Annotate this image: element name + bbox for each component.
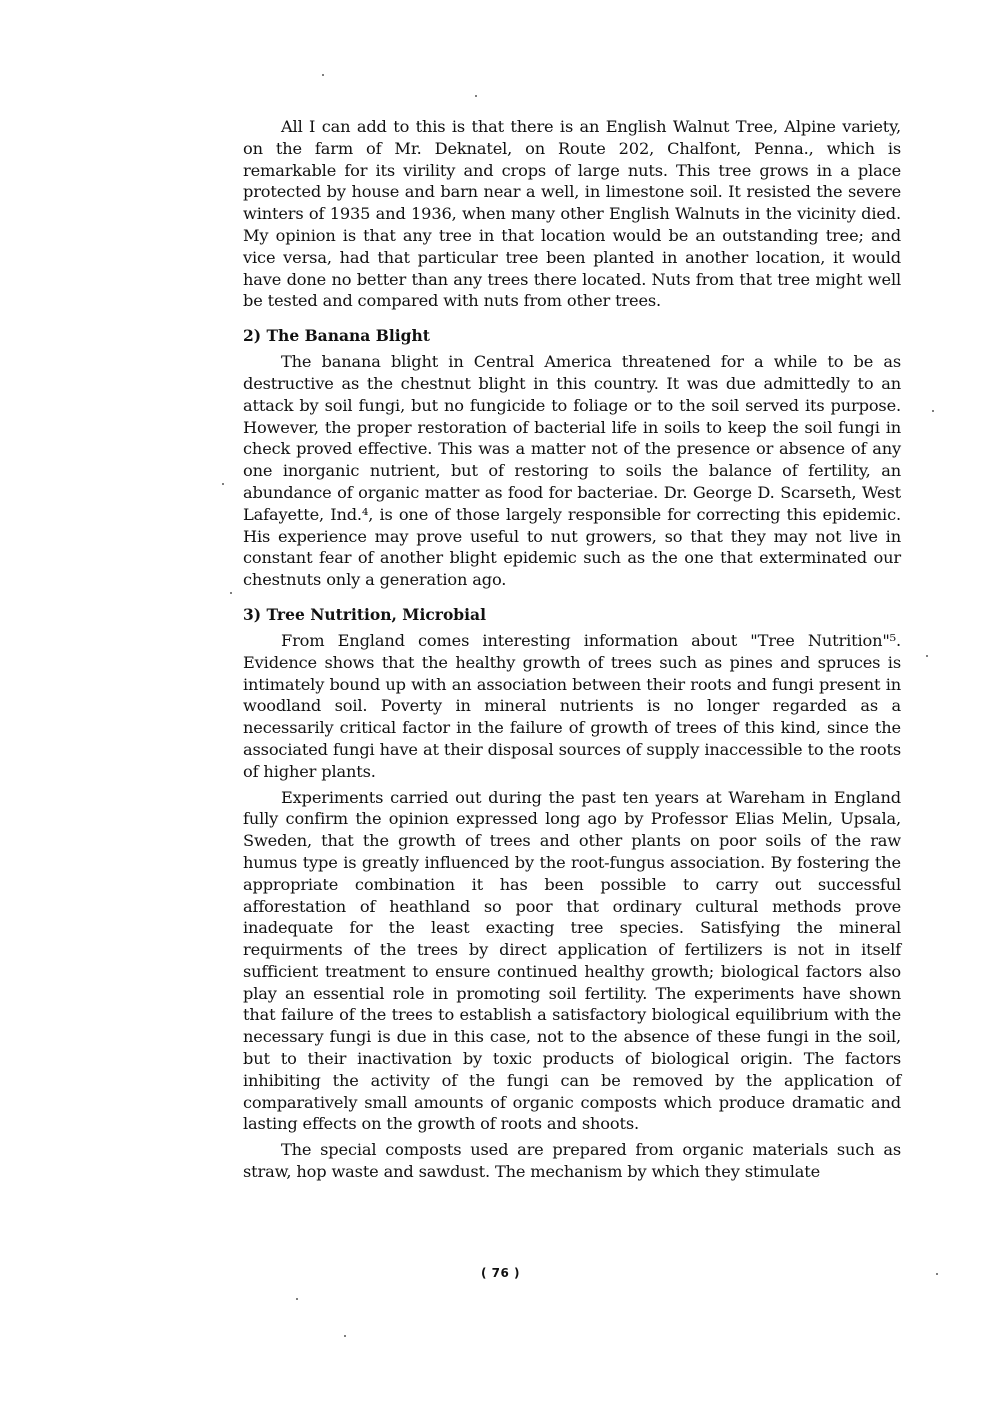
- scan-speck: [932, 410, 934, 412]
- scan-speck: [344, 1335, 346, 1337]
- scan-speck: [936, 1273, 938, 1275]
- scan-speck: [322, 74, 324, 76]
- scan-speck: [296, 1298, 298, 1300]
- intro-paragraph: All I can add to this is that there is an English Walnut Tree, Alpine variety, on the farm of Mr. Deknatel, on Route 202, Chalfont, Penna., which is remarkable for its virility and crops of large nuts. This tree grows in a place protected by house and barn near a well, in limestone soil. It resisted the severe winters of 1935 and 1936, when many other English Walnuts in the vicinity died. My opinion is that any tree in that location would be an outstanding tree; and vice versa, had that particular tree been planted in another location, it would have done no better than any trees there located. Nuts from that tree might well be tested and compared with nuts from other trees.: [243, 117, 901, 311]
- tree-nutrition-paragraph-1: From England comes interesting information about "Tree Nutrition"⁵. Evidence shows that the healthy growth of trees such as pines and spruces is intimately bound up with an association between their roots and fungi present in woodland soil. Poverty in mineral nutrients is no longer regarded as a necessarily critical factor in the failure of growth of trees of this kind, since the associated fungi have at their disposal sources of supply inaccessible to the roots of higher plants.: [243, 630, 901, 781]
- page-number: ( 76 ): [480, 1266, 521, 1280]
- scan-speck: [222, 483, 224, 485]
- scan-speck: [230, 592, 232, 594]
- scan-speck: [475, 95, 477, 97]
- document-page: [243, 116, 901, 1183]
- section-heading-tree-nutrition: 3) Tree Nutrition, Microbial: [243, 604, 486, 624]
- tree-nutrition-paragraph-3: The special composts used are prepared from organic materials such as straw, hop waste and sawdust. The mechanism by which they stimulate: [243, 1140, 901, 1182]
- banana-blight-paragraph: The banana blight in Central America threatened for a while to be as destructive as the chestnut blight in this country. It was due admittedly to an attack by soil fungi, but no fungicide to foliage or to the soil served its purpose. However, the proper restoration of bacterial life in soils to keep the soil fungi in check proved effective. This was a matter not of the presence or absence of any one inorganic nutrient, but of restoring to soils the balance of fertility, an abundance of organic matter as food for bacteriae. Dr. George D. Scarseth, West Lafayette, Ind.⁴, is one of those largely responsible for correcting this epidemic. His experience may prove useful to nut growers, so that they may not live in constant fear of another blight epidemic such as the one that exterminated our chestnuts only a generation ago.: [243, 352, 901, 590]
- tree-nutrition-paragraph-2: Experiments carried out during the past ten years at Wareham in England fully confirm the opinion expressed long ago by Professor Elias Melin, Upsala, Sweden, that the growth of trees and other plants on poor soils of the raw humus type is greatly influenced by the root-fungus association. By fostering the appropriate combination it has been possible to carry out successful afforestation of heathland so poor that ordinary cultural methods prove inadequate for the least exacting tree species. Satisfying the mineral requirments of the trees by direct application of fertilizers is not in itself sufficient treatment to ensure continued healthy growth; biological factors also play an essential role in promoting soil fertility. The experiments have shown that failure of the trees to establish a satisfactory biological equilibrium with the necessary fungi is due in this case, not to the absence of these fungi in the soil, but to their inactivation by toxic products of biological origin. The factors inhibiting the activity of the fungi can be removed by the application of comparatively small amounts of organic composts which produce dramatic and lasting effects on the growth of roots and shoots.: [243, 787, 901, 1134]
- scan-speck: [926, 655, 928, 657]
- section-heading-banana-blight: 2) The Banana Blight: [243, 326, 430, 346]
